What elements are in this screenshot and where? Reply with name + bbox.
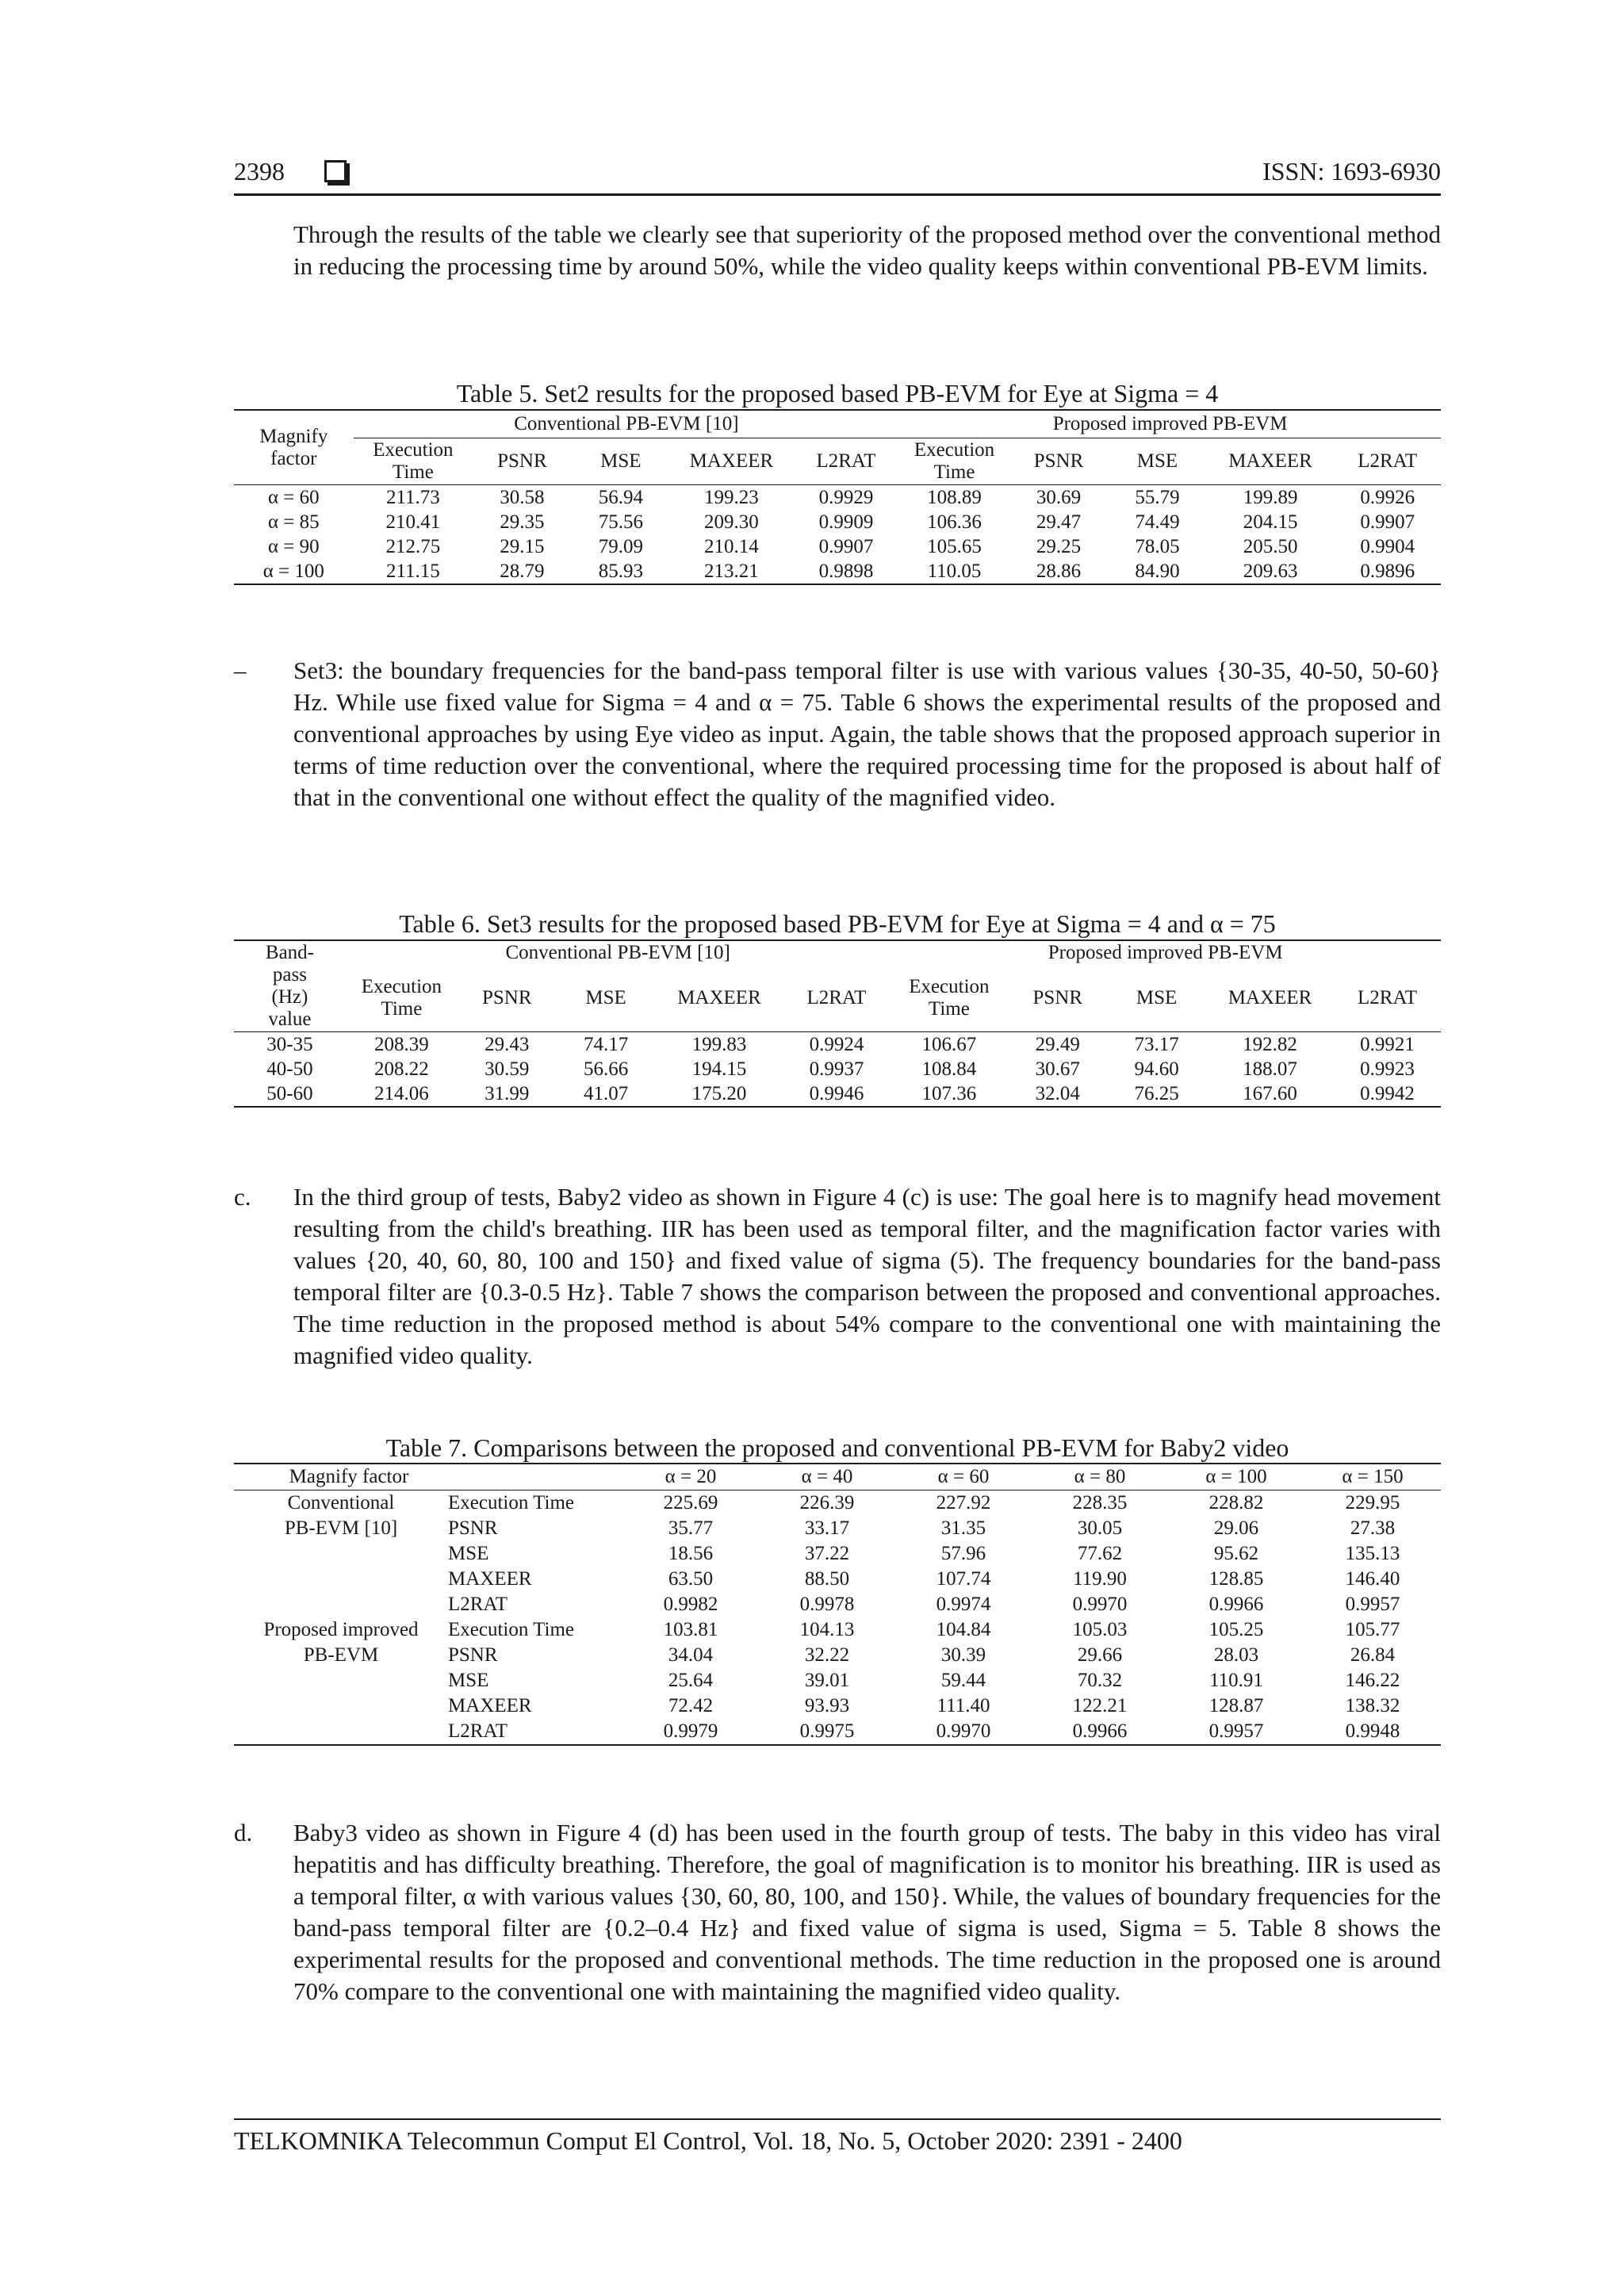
table-cell: 0.9926	[1334, 485, 1441, 511]
table-cell: 55.79	[1108, 485, 1206, 511]
table6-metric-header: PSNR	[1032, 987, 1083, 1008]
table-cell: 0.9966	[1208, 1594, 1264, 1615]
table-cell: 0.9907	[818, 535, 874, 557]
table-cell: 77.62	[1077, 1543, 1123, 1564]
table-cell: 135.13	[1345, 1543, 1400, 1564]
table-cell: 30.58	[473, 485, 571, 511]
table6-metric-header: L2RAT	[806, 987, 867, 1008]
table-cell: 0.9966	[1032, 1719, 1168, 1745]
table-row	[234, 1081, 1441, 1107]
table5-group-proposed: Proposed improved PB-EVM	[899, 410, 1441, 438]
table-row	[234, 559, 1441, 584]
table-cell: 229.95	[1304, 1490, 1441, 1517]
table5-metric-header: MSE	[1108, 438, 1206, 485]
table-cell: 26.84	[1350, 1644, 1396, 1666]
table-cell: 74.49	[1135, 511, 1180, 533]
table-cell: 210.14	[704, 535, 759, 557]
group-name-cell	[234, 1668, 448, 1693]
table-cell: 28.79	[473, 559, 571, 584]
table-row	[234, 1490, 1441, 1517]
table-cell: 79.09	[598, 535, 643, 557]
table-row	[234, 485, 1441, 511]
table-cell: 35.77	[668, 1517, 714, 1539]
table-cell: 199.23	[670, 485, 793, 511]
table-cell: 32.04	[1008, 1081, 1107, 1107]
table-cell: 63.50	[668, 1568, 714, 1590]
table-cell: 0.9957	[1345, 1594, 1400, 1615]
table-cell: 199.83	[655, 1032, 783, 1058]
table-cell: 0.9975	[759, 1719, 895, 1745]
table-cell: 0.9948	[1304, 1719, 1441, 1745]
table7-body	[234, 1490, 1441, 1746]
table-cell: 103.81	[663, 1619, 718, 1640]
table6-exec-header	[890, 965, 1008, 1032]
table-cell: 225.69	[622, 1490, 759, 1517]
table-cell: 0.9957	[1168, 1719, 1304, 1745]
table-cell: 167.60	[1206, 1081, 1334, 1107]
table-cell: 88.50	[804, 1568, 850, 1590]
table-cell: 59.44	[940, 1670, 986, 1691]
table-cell: 105.65	[927, 535, 982, 557]
table-cell: 146.22	[1345, 1670, 1400, 1691]
intro-paragraph: Through the results of the table we clearly see that superiority of the proposed method over the conventional method in reducing the processing time by around 50%, while the video quality keeps within conventional PB-EVM limits.	[293, 220, 1441, 280]
table-cell: 30.05	[1077, 1517, 1123, 1539]
table-cell: 27.38	[1350, 1517, 1396, 1539]
row-label-cell: α = 85	[267, 511, 320, 533]
table5-metric-header: MAXEER	[670, 438, 793, 485]
item-d-paragraph: Baby3 video as shown in Figure 4 (d) has been used in the fourth group of tests. The baby in this video has viral hepatitis and has difficulty breathing. Therefore, the goal of magnification is to monitor his breathing. IIR is used as a temporal filter, α with various values {30, 60, 80, 100, and 150}. While, the values of boundary frequencies for the band-pass temporal filter are {0.2–0.4 Hz} and fixed value of sigma is used, Sigma = 5. Table 8 shows the experimental results for the proposed and conventional methods. The time reduction in the proposed one is around 70% compare to the conventional one with maintaining the magnified video quality.	[293, 1819, 1441, 2005]
metric-name-cell: PSNR	[448, 1644, 498, 1666]
group-name-cell	[234, 1541, 448, 1567]
table-cell: 146.40	[1345, 1568, 1400, 1590]
table5-metric-header: MSE	[572, 438, 670, 485]
table-cell: 227.92	[895, 1490, 1032, 1517]
table-cell: 0.9896	[1334, 559, 1441, 584]
table-cell: 18.56	[668, 1543, 714, 1564]
table-cell: 30.59	[485, 1058, 530, 1080]
metric-name-cell: L2RAT	[448, 1594, 508, 1615]
metric-name-cell: MSE	[448, 1543, 489, 1564]
table6-metric-header: MAXEER	[1228, 987, 1312, 1008]
table-cell: 211.73	[354, 485, 473, 511]
table-cell: 105.03	[1072, 1619, 1128, 1640]
table7	[234, 1463, 1441, 1746]
table-cell: 31.99	[458, 1081, 557, 1107]
table-cell: 29.66	[1077, 1644, 1123, 1666]
table-cell: 0.9946	[783, 1081, 891, 1107]
table-cell: 111.40	[936, 1695, 990, 1716]
table6-first-header-line: (Hz)	[271, 986, 308, 1008]
table5-group-conventional: Conventional PB-EVM [10]	[354, 410, 900, 438]
metric-name-cell: MSE	[448, 1670, 489, 1691]
table-cell: 0.9929	[793, 485, 900, 511]
table-cell: 30.39	[940, 1644, 986, 1666]
table-row	[234, 1516, 1441, 1541]
table-cell: 0.9924	[783, 1032, 891, 1058]
table-cell: 122.21	[1072, 1695, 1128, 1716]
table-cell: 0.9909	[818, 511, 874, 533]
table-cell: 204.15	[1243, 511, 1298, 533]
table-cell: 29.06	[1213, 1517, 1259, 1539]
table-row	[234, 534, 1441, 559]
table6-first-header-line: Band-	[265, 942, 315, 963]
table6-caption: Table 6. Set3 results for the proposed based PB-EVM for Eye at Sigma = 4 and α = 75	[399, 909, 1276, 938]
table-cell: 39.01	[804, 1670, 850, 1691]
item-c-marker: c.	[234, 1183, 251, 1211]
table-cell: 194.15	[691, 1058, 747, 1080]
table-cell: 0.9898	[793, 559, 900, 584]
table5-column-header-row	[234, 438, 1441, 485]
table-cell: 105.25	[1208, 1619, 1264, 1640]
table-cell: 25.64	[668, 1670, 714, 1691]
dash-marker: –	[234, 656, 247, 684]
table6-exec-header-line: Execution	[361, 976, 442, 997]
page-header	[234, 155, 1441, 195]
table5-metric-header: PSNR	[1009, 438, 1108, 485]
table-row	[234, 1643, 1441, 1668]
table-cell: 74.17	[557, 1032, 656, 1058]
table7-header-row	[234, 1464, 1441, 1490]
page-number: 2398	[234, 157, 285, 186]
table6-body	[234, 1032, 1441, 1108]
metric-name-cell: MAXEER	[448, 1695, 532, 1716]
table-cell: 188.07	[1243, 1058, 1297, 1080]
table-cell: 34.04	[668, 1644, 714, 1666]
metric-name-cell: Execution Time	[448, 1490, 622, 1517]
table-cell: 138.32	[1345, 1695, 1400, 1716]
table-cell: 0.9921	[1334, 1032, 1441, 1058]
set3-paragraph: Set3: the boundary frequencies for the band-pass temporal filter is use with various values {30-35, 40-50, 50-60} Hz. While use fixed value for Sigma = 4 and α = 75. Table 6 shows the experimental results of the proposed and conventional approaches by using Eye video as input. Again, the table shows that the proposed approach superior in terms of time reduction over the conventional, where the required processing time for the proposed is about half of that in the conventional one without effect the quality of the magnified video.	[293, 656, 1441, 811]
table5-first-header	[234, 410, 354, 485]
table-cell: 0.9978	[799, 1594, 855, 1615]
table6-exec-header-line: Time	[928, 998, 970, 1020]
table-cell: 214.06	[346, 1081, 458, 1107]
table7-caption: Table 7. Comparisons between the proposed and conventional PB-EVM for Baby2 video	[385, 1433, 1289, 1462]
table-cell: 72.42	[668, 1695, 714, 1716]
item-d-marker: d.	[234, 1819, 253, 1846]
table-cell: 30.67	[1035, 1058, 1080, 1080]
table-cell: 84.90	[1108, 559, 1206, 584]
table-row	[234, 1032, 1441, 1058]
table-cell: 0.9904	[1360, 535, 1415, 557]
group-name-cell: Conventional	[234, 1490, 448, 1517]
table5-metric-header: MAXEER	[1207, 438, 1335, 485]
table-cell: 70.32	[1077, 1670, 1123, 1691]
table-cell: 119.90	[1073, 1568, 1127, 1590]
group-name-cell	[234, 1693, 448, 1719]
table-cell: 104.84	[936, 1619, 991, 1640]
table5-metric-header: L2RAT	[1334, 438, 1441, 485]
table-cell: 85.93	[572, 559, 670, 584]
table-cell: 213.21	[670, 559, 793, 584]
table5-exec-header-line: Execution	[373, 439, 454, 461]
table-cell: 29.35	[500, 511, 545, 533]
group-name-cell: Proposed improved	[263, 1619, 419, 1640]
table6-metric-header: MSE	[585, 987, 626, 1008]
table-cell: 94.60	[1134, 1058, 1179, 1080]
footer-rule	[234, 2118, 1441, 2120]
table-cell: 104.13	[799, 1619, 855, 1640]
table5	[234, 409, 1441, 585]
table-cell: 0.9970	[895, 1719, 1032, 1745]
table-row	[234, 1719, 1441, 1745]
table5-body	[234, 485, 1441, 585]
table5-metric-header: L2RAT	[793, 438, 900, 485]
row-label-cell: 40-50	[266, 1058, 313, 1080]
table-cell: 0.9974	[936, 1594, 991, 1615]
table6	[234, 939, 1441, 1108]
table-cell: 108.84	[921, 1058, 977, 1080]
table-cell: 209.30	[704, 511, 759, 533]
metric-name-cell: L2RAT	[448, 1719, 622, 1745]
table-cell: 78.05	[1135, 535, 1180, 557]
table6-metric-header: L2RAT	[1358, 987, 1418, 1008]
table-row	[234, 1617, 1441, 1643]
table5-metric-header: PSNR	[473, 438, 571, 485]
group-name-cell: PB-EVM [10]	[284, 1517, 398, 1539]
table-cell: 208.22	[374, 1058, 429, 1080]
table7-first-header: Magnify factor	[234, 1464, 622, 1490]
table-cell: 37.22	[804, 1543, 850, 1564]
table5-caption: Table 5. Set2 results for the proposed based PB-EVM for Eye at Sigma = 4	[456, 379, 1219, 408]
table-cell: 208.39	[346, 1032, 458, 1058]
group-name-cell	[234, 1719, 448, 1745]
table-cell: 107.74	[936, 1568, 991, 1590]
metric-name-cell: Execution Time	[448, 1619, 575, 1640]
group-name-cell: PB-EVM	[303, 1644, 379, 1666]
table-cell: 93.93	[804, 1695, 850, 1716]
table-cell: 110.05	[899, 559, 1009, 584]
table-cell: 0.9979	[622, 1719, 759, 1745]
table-cell: 211.15	[354, 559, 473, 584]
table-cell: 75.56	[598, 511, 643, 533]
table7-alpha-header: α = 20	[622, 1464, 759, 1490]
table6-group-proposed: Proposed improved PB-EVM	[890, 940, 1441, 965]
table-cell: 73.17	[1107, 1032, 1206, 1058]
table6-first-header-line: value	[268, 1008, 312, 1030]
table-cell: 33.17	[804, 1517, 850, 1539]
header-rule	[234, 193, 1441, 196]
table5-exec-header	[354, 438, 473, 485]
square-bullet-icon	[324, 160, 347, 182]
table-cell: 56.94	[572, 485, 670, 511]
table7-alpha-header: α = 150	[1304, 1464, 1441, 1490]
table-cell: 228.82	[1168, 1490, 1304, 1517]
table6-exec-header	[346, 965, 458, 1032]
table-row	[234, 1592, 1441, 1617]
table7-alpha-header: α = 80	[1032, 1464, 1168, 1490]
table6-metric-header: MSE	[1136, 987, 1178, 1008]
table-cell: 76.25	[1107, 1081, 1206, 1107]
metric-name-cell: PSNR	[448, 1517, 498, 1539]
row-label-cell: 30-35	[234, 1032, 346, 1058]
table-cell: 28.03	[1213, 1644, 1259, 1666]
table-cell: 30.69	[1009, 485, 1108, 511]
table6-first-header	[234, 940, 346, 1032]
table-cell: 108.89	[899, 485, 1009, 511]
table6-group-header-row	[234, 940, 1441, 965]
table-cell: 175.20	[655, 1081, 783, 1107]
table-cell: 106.36	[927, 511, 982, 533]
table-cell: 106.67	[890, 1032, 1008, 1058]
table-row	[234, 1541, 1441, 1567]
table-cell: 0.9937	[809, 1058, 864, 1080]
table-cell: 95.62	[1213, 1543, 1259, 1564]
table6-group-conventional: Conventional PB-EVM [10]	[346, 940, 890, 965]
table-cell: 29.15	[500, 535, 545, 557]
table-cell: 107.36	[890, 1081, 1008, 1107]
table5-first-header-line: factor	[270, 447, 317, 469]
row-label-cell: α = 90	[267, 535, 320, 557]
table5-group-header-row	[234, 410, 1441, 438]
table-cell: 212.75	[385, 535, 441, 557]
table6-metric-header: MAXEER	[677, 987, 761, 1008]
table5-exec-header-line: Execution	[914, 439, 995, 461]
table-cell: 29.43	[458, 1032, 557, 1058]
table-row	[234, 1668, 1441, 1693]
table5-first-header-line: Magnify	[259, 425, 328, 447]
table-cell: 192.82	[1206, 1032, 1334, 1058]
table6-column-header-row	[234, 965, 1441, 1032]
table6-exec-header-line: Execution	[909, 976, 990, 997]
table-cell: 0.9923	[1360, 1058, 1415, 1080]
table-cell: 205.50	[1243, 535, 1298, 557]
table5-exec-header-line: Time	[933, 461, 975, 483]
table-cell: 41.07	[557, 1081, 656, 1107]
table-cell: 210.41	[385, 511, 441, 533]
table-row	[234, 510, 1441, 534]
issn-label: ISSN: 1693-6930	[1262, 157, 1441, 186]
table-cell: 31.35	[940, 1517, 986, 1539]
table-cell: 29.47	[1036, 511, 1082, 533]
table-cell: 0.9907	[1360, 511, 1415, 533]
row-label-cell: 50-60	[234, 1081, 346, 1107]
group-name-cell	[234, 1592, 448, 1617]
table-cell: 0.9982	[663, 1594, 718, 1615]
table5-exec-header	[899, 438, 1009, 485]
metric-name-cell: MAXEER	[448, 1568, 532, 1590]
table7-alpha-header: α = 100	[1168, 1464, 1304, 1490]
group-name-cell	[234, 1567, 448, 1592]
table-cell: 56.66	[583, 1058, 629, 1080]
table-cell: 0.9970	[1072, 1594, 1128, 1615]
table-cell: 29.25	[1036, 535, 1082, 557]
table-cell: 128.85	[1208, 1568, 1264, 1590]
table7-alpha-header: α = 40	[759, 1464, 895, 1490]
table6-metric-header: PSNR	[481, 987, 532, 1008]
table-cell: 228.35	[1032, 1490, 1168, 1517]
table-cell: 226.39	[759, 1490, 895, 1517]
table-cell: 128.87	[1208, 1695, 1264, 1716]
table-cell: 209.63	[1207, 559, 1335, 584]
page-footer: TELKOMNIKA Telecommun Comput El Control, Vol. 18, No. 5, October 2020: 2391 - 2400	[234, 2126, 1182, 2155]
table5-exec-header-line: Time	[392, 461, 434, 483]
table-cell: 32.22	[804, 1644, 850, 1666]
table-row	[234, 1057, 1441, 1081]
table6-exec-header-line: Time	[381, 998, 423, 1020]
table-row	[234, 1567, 1441, 1592]
table-cell: 0.9942	[1334, 1081, 1441, 1107]
row-label-cell: α = 60	[234, 485, 354, 511]
table-cell: 29.49	[1008, 1032, 1107, 1058]
table-cell: 110.91	[1209, 1670, 1263, 1691]
table-cell: 28.86	[1009, 559, 1108, 584]
table-cell: 57.96	[940, 1543, 986, 1564]
item-c-paragraph: In the third group of tests, Baby2 video as shown in Figure 4 (c) is use: The goal here is to magnify head movement resulting from the child's breathing. IIR has been used as temporal filter, and the magnification factor varies with values {20, 40, 60, 80, 100 and 150} and fixed value of sigma (5). The frequency boundaries for the band-pass temporal filter are {0.3-0.5 Hz}. Table 7 shows the comparison between the proposed and conventional approaches. The time reduction in the proposed method is about 54% compare to the conventional one with maintaining the magnified video quality.	[293, 1183, 1441, 1369]
table6-first-header-line: pass	[272, 964, 307, 985]
table7-alpha-header: α = 60	[895, 1464, 1032, 1490]
table-row	[234, 1693, 1441, 1719]
table-cell: 105.77	[1345, 1619, 1400, 1640]
row-label-cell: α = 100	[234, 559, 354, 584]
table-cell: 199.89	[1207, 485, 1335, 511]
